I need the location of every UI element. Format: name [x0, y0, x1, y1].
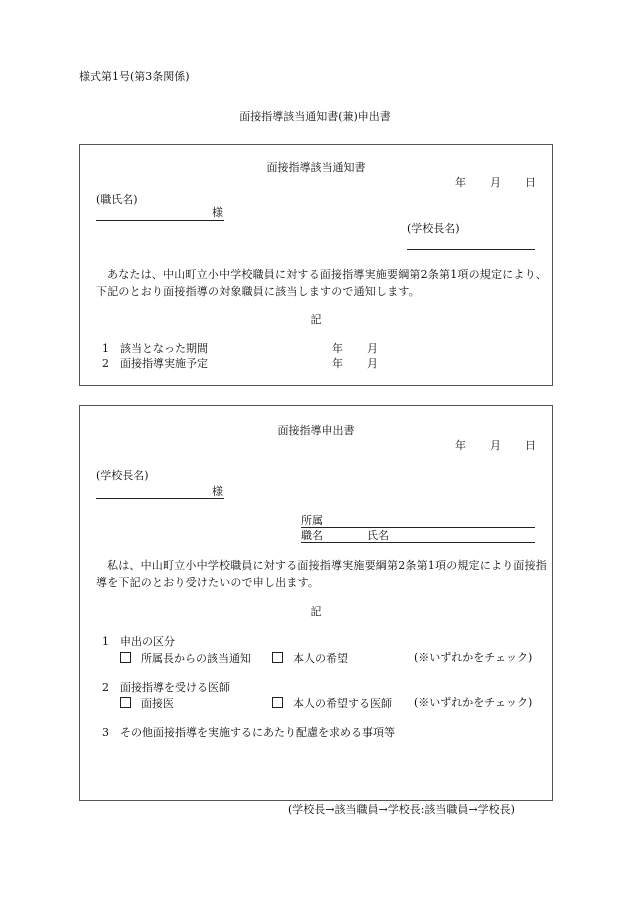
notice-section	[79, 144, 553, 386]
notice-item-year: 年	[332, 357, 343, 370]
notice-date-day: 日	[525, 176, 536, 189]
affiliation-label: 所属	[301, 514, 323, 527]
notice-ki: 記	[310, 313, 322, 326]
notice-date-year: 年	[455, 176, 466, 189]
option-preferred-doctor[interactable]	[272, 697, 392, 709]
application-date-year: 年	[455, 439, 466, 452]
application-section	[79, 405, 553, 801]
notice-recipient-label: (職氏名)	[96, 193, 138, 206]
option-interview-doctor[interactable]	[120, 697, 174, 709]
application-body: 私は、中山町立小中学校職員に対する面接指導実施要綱第2条第1項の規定により面接指導を下記のとおり受けたいので申し出ます。	[96, 559, 547, 589]
option-notice-from-principal[interactable]	[120, 652, 251, 664]
form-number: 様式第1号(第3条関係)	[79, 70, 190, 83]
application-item-number: 2	[102, 681, 109, 694]
application-item-label: 面接指導を受ける医師	[120, 681, 230, 694]
notice-item-label: 面接指導実施予定	[120, 357, 208, 370]
option-label: 本人の希望する医師	[293, 697, 392, 710]
notice-date-month: 月	[490, 176, 501, 189]
checkbox[interactable]	[272, 652, 283, 663]
notice-recipient-line	[96, 220, 224, 221]
notice-sender-line	[407, 249, 535, 250]
application-item-number: 1	[102, 635, 109, 648]
checkbox[interactable]	[120, 652, 131, 663]
application-recipient-label: (学校長名)	[96, 469, 149, 482]
application-title: 面接指導申出書	[277, 424, 355, 437]
notice-item-month: 月	[367, 342, 378, 355]
application-ki: 記	[310, 605, 322, 618]
applicant-name-label: 氏名	[367, 529, 389, 542]
notice-item-number: 1	[102, 342, 109, 355]
option-label: 面接医	[141, 697, 174, 710]
notice-item-label: 該当となった期間	[120, 342, 208, 355]
position-name-line	[301, 542, 535, 543]
notice-sender-label: (学校長名)	[407, 222, 460, 235]
check-note: (※いずれかをチェック)	[414, 651, 533, 664]
application-recipient-line	[96, 498, 224, 499]
checkbox[interactable]	[272, 697, 283, 708]
notice-item-year: 年	[332, 342, 343, 355]
notice-item-month: 月	[367, 357, 378, 370]
routing-note: (学校長→該当職員→学校長:該当職員→学校長)	[288, 803, 515, 816]
document-title: 面接指導該当通知書(兼)申出書	[239, 110, 391, 123]
application-honorific: 様	[212, 485, 223, 498]
affiliation-line	[301, 527, 535, 528]
option-self-request[interactable]	[272, 652, 348, 664]
notice-body: あなたは、中山町立小中学校職員に対する面接指導実施要綱第2条第1項の規定により、下記のとおり面接指導の対象職員に該当しますので通知します。	[96, 268, 547, 298]
notice-title: 面接指導該当通知書	[266, 161, 366, 174]
notice-item-number: 2	[102, 357, 109, 370]
option-label: 所属長からの該当通知	[141, 652, 251, 665]
application-item-number: 3	[102, 726, 109, 739]
application-item-label: 申出の区分	[120, 635, 175, 648]
position-label: 職名	[301, 529, 323, 542]
application-date-month: 月	[490, 439, 501, 452]
checkbox[interactable]	[120, 697, 131, 708]
notice-honorific: 様	[212, 206, 223, 219]
option-label: 本人の希望	[293, 652, 348, 665]
application-date-day: 日	[525, 439, 536, 452]
check-note: (※いずれかをチェック)	[414, 696, 533, 709]
application-item-label: その他面接指導を実施するにあたり配慮を求める事項等	[120, 726, 395, 739]
